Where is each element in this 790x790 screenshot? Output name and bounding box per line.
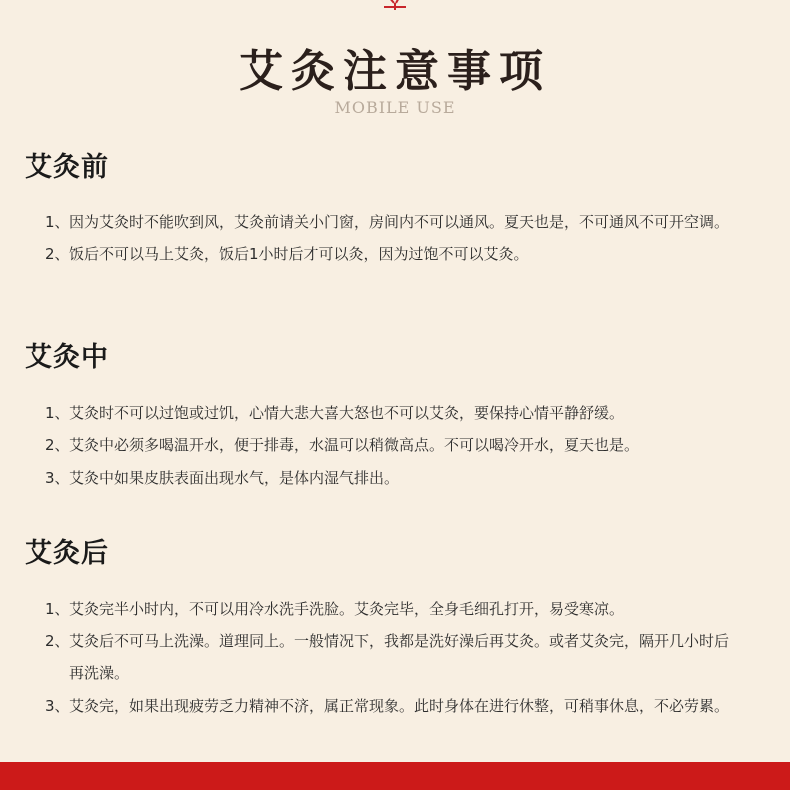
- item-text: 艾灸中如果皮肤表面出现水气，是体内湿气排出。: [69, 469, 400, 487]
- item-number: 3、: [45, 697, 70, 715]
- item-text-continued: 再洗澡。: [69, 664, 130, 682]
- page-title: 艾灸注意事项: [239, 46, 551, 97]
- page-subtitle: MOBILE USE: [334, 98, 456, 117]
- item-number: 1、: [45, 600, 70, 618]
- list-item: [45, 600, 785, 618]
- item-number: 3、: [45, 469, 70, 487]
- list-item: [45, 404, 785, 422]
- item-text: 艾灸后不可马上洗澡。道理同上。一般情况下，我都是洗好澡后再艾灸。或者艾灸完，隔开几小时后: [69, 632, 730, 650]
- list-item: [45, 632, 785, 682]
- item-text: 艾灸完半小时内，不可以用冷水洗手洗脸。艾灸完毕，全身毛细孔打开，易受寒凉。: [69, 600, 625, 618]
- list-item: [45, 245, 785, 263]
- item-text: 艾灸中必须多喝温开水，便于排毒，水温可以稍微高点。不可以喝冷开水，夏天也是。: [69, 436, 640, 454]
- footer-bar: [0, 762, 790, 790]
- item-number: 2、: [45, 436, 70, 454]
- list-item: [45, 213, 785, 231]
- item-text: 艾灸时不可以过饱或过饥，心情大悲大喜大怒也不可以艾灸，要保持心情平静舒缓。: [69, 404, 625, 422]
- list-item: [45, 697, 785, 715]
- section-heading-before: 艾灸前: [25, 152, 109, 183]
- section-heading-after: 艾灸后: [25, 538, 109, 569]
- item-number: 1、: [45, 404, 70, 422]
- item-text: 艾灸完，如果出现疲劳乏力精神不济，属正常现象。此时身体在进行休整，可稍事休息，不必劳累。: [69, 697, 730, 715]
- item-number: 1、: [45, 213, 70, 231]
- list-item: [45, 469, 785, 487]
- item-text: 饭后不可以马上艾灸，饭后1小时后才可以灸，因为过饱不可以艾灸。: [69, 245, 529, 263]
- item-number: 2、: [45, 632, 70, 650]
- section-heading-during: 艾灸中: [25, 342, 109, 373]
- item-number: 2、: [45, 245, 70, 263]
- item-text: 因为艾灸时不能吹到风，艾灸前请关小门窗，房间内不可以通风。夏天也是，不可通风不可开空调。: [69, 213, 730, 231]
- top-logo-fragment: [370, 0, 420, 12]
- list-item: [45, 436, 785, 454]
